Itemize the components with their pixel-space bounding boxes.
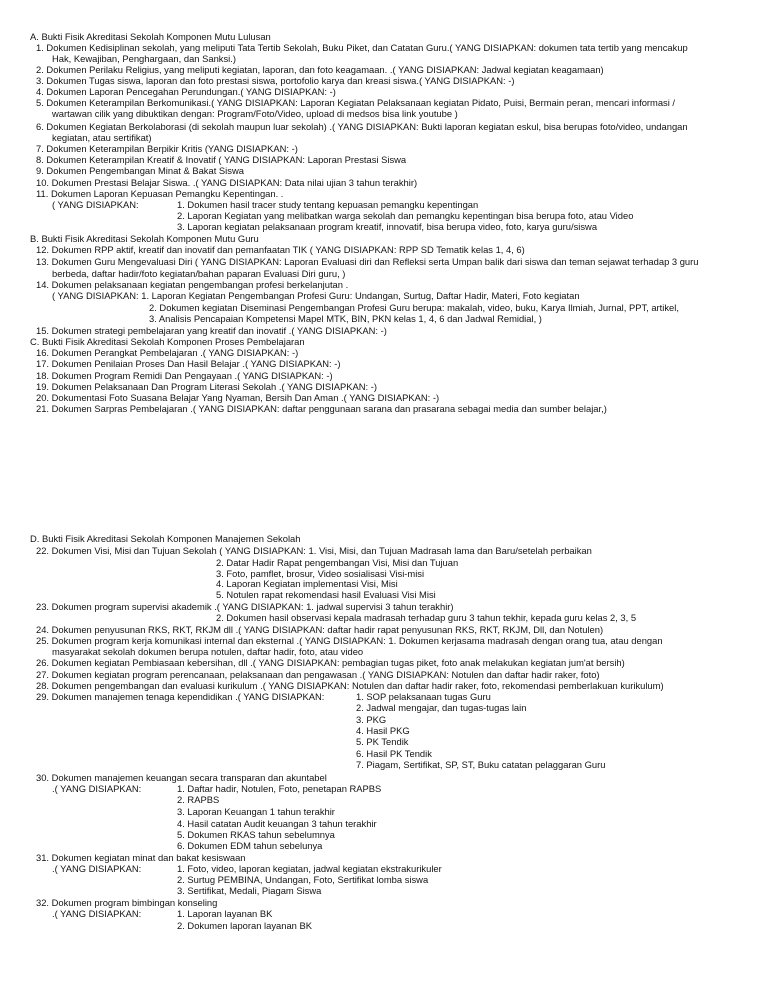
- text-line: 28. Dokumen pengembangan dan evaluasi kurikulum .( YANG DISIAPKAN: Notulen dan daftar hadir raker, foto, rekomendasi pemberlakuan kurikulum): [36, 680, 664, 691]
- text-line: 32. Dokumen program bimbingan konseling: [36, 897, 218, 908]
- text-line: 1. Dokumen Kedisiplinan sekolah, yang meliputi Tata Tertib Sekolah, Buku Piket, dan Catatan Guru.( YANG DISIAPKAN: dokumen tata tertib yang mencakup: [36, 42, 688, 53]
- text-line: 2. Jadwal mengajar, dan tugas-tugas lain: [356, 702, 527, 713]
- text-line: 3. Foto, pamflet, brosur, Video sosialisasi Visi-misi: [216, 568, 425, 579]
- text-line: 10. Dokumen Prestasi Belajar Siswa. .( YANG DISIAPKAN: Data nilai ujian 3 tahun terakhir): [36, 177, 418, 188]
- text-line: 22. Dokumen Visi, Misi dan Tujuan Sekolah ( YANG DISIAPKAN: 1. Visi, Misi, dan Tujuan Madrasah lama dan Baru/setelah perbaikan: [36, 545, 592, 556]
- text-line: 14. Dokumen pelaksanaan kegiatan pengembangan profesi berkelanjutan .: [36, 279, 349, 290]
- text-line: 19. Dokumen Pelaksanaan Dan Program Literasi Sekolah .( YANG DISIAPKAN: -): [36, 381, 377, 392]
- text-line: 16. Dokumen Perangkat Pembelajaran .( YANG DISIAPKAN: -): [36, 347, 299, 358]
- text-line: .( YANG DISIAPKAN:: [52, 863, 142, 874]
- text-line: 7. Dokumen Keterampilan Berpikir Kritis (YANG DISIAPKAN: -): [36, 143, 298, 154]
- text-line: 25. Dokumen program kerja komunikasi internal dan eksternal .( YANG DISIAPKAN: 1. Dokumen kerjasama madrasah dengan orang tua, atau dengan: [36, 635, 663, 646]
- text-line: kegiatan, atau sertifikat): [52, 132, 152, 143]
- text-line: 5. Notulen rapat rekomendasi hasil Evaluasi Visi Misi: [216, 589, 436, 600]
- text-line: .( YANG DISIAPKAN:: [52, 908, 142, 919]
- text-line: 2. Laporan Kegiatan yang melibatkan warga sekolah dan pemangku kepentingan bisa berupa foto, atau Video: [177, 210, 634, 221]
- text-line: A. Bukti Fisik Akreditasi Sekolah Komponen Mutu Lulusan: [30, 31, 271, 42]
- text-line: 29. Dokumen manajemen tenaga kependidikan .( YANG DISIAPKAN:: [36, 691, 325, 702]
- text-line: 26. Dokumen kegiatan Pembiasaan kebersihan, dll .( YANG DISIAPKAN: pembagian tugas piket, foto anak melakukan kegiatan jum'at bersih): [36, 657, 625, 668]
- text-line: 20. Dokumentasi Foto Suasana Belajar Yang Nyaman, Bersih Dan Aman .( YANG DISIAPKAN: -): [36, 392, 440, 403]
- text-line: B. Bukti Fisik Akreditasi Sekolah Komponen Mutu Guru: [30, 233, 259, 244]
- text-line: 11. Dokumen Laporan Kepuasan Pemangku Kepentingan. .: [36, 188, 284, 199]
- text-line: 17. Dokumen Penilaian Proses Dan Hasil Belajar .( YANG DISIAPKAN: -): [36, 358, 341, 369]
- text-line: 2. Dokumen laporan layanan BK: [177, 920, 312, 931]
- text-line: .( YANG DISIAPKAN:: [52, 783, 142, 794]
- text-line: masyarakat sekolah dokumen berupa notulen, daftar hadir, foto, atau video: [52, 646, 364, 657]
- text-line: 4. Dokumen Laporan Pencegahan Perundungan.( YANG DISIAPKAN: -): [36, 86, 336, 97]
- text-line: 2. Surtug PEMBINA, Undangan, Foto, Sertifikat lomba siswa: [177, 874, 429, 885]
- text-line: 1. Laporan layanan BK: [177, 908, 273, 919]
- text-line: 2. Dokumen kegiatan Diseminasi Pengembangan Profesi Guru berupa: makalah, video, buku, Karya Ilmiah, Jurnal, PPT, artikel,: [149, 302, 679, 313]
- text-line: 2. Dokumen hasil observasi kepala madrasah terhadap guru 3 tahun tekhir, kepada guru kelas 2, 3, 5: [216, 612, 637, 623]
- text-line: 7. Piagam, Sertifikat, SP, ST, Buku catatan pelaggaran Guru: [356, 759, 606, 770]
- text-line: 6. Hasil PK Tendik: [356, 748, 432, 759]
- text-line: 2. Datar Hadir Rapat pengembangan Visi, Misi dan Tujuan: [216, 557, 459, 568]
- text-line: 4. Laporan Kegiatan implementasi Visi, Misi: [216, 578, 398, 589]
- text-line: 1. Foto, video, laporan kegiatan, jadwal kegiatan ekstrakurikuler: [177, 863, 442, 874]
- text-line: 3. Dokumen Tugas siswa, laporan dan foto prestasi siswa, portofolio karya dan kreasi siswa.( YANG DISIAPKAN: -): [36, 75, 515, 86]
- text-line: 21. Dokumen Sarpras Pembelajaran .( YANG DISIAPKAN: daftar penggunaan sarana dan prasarana sebagai media dan sumber belajar,): [36, 403, 607, 414]
- text-line: 2. Dokumen Perilaku Religius, yang meliputi kegiatan, laporan, dan foto keagamaan. .( YANG DISIAPKAN: Jadwal kegiatan keagamaan): [36, 64, 604, 75]
- text-line: Hak, Kewajiban, Penghargaan, dan Sanksi.): [52, 53, 236, 64]
- text-line: 6. Dokumen Kegiatan Berkolaborasi (di sekolah maupun luar sekolah) .( YANG DISIAPKAN: Bukti laporan kegiatan eskul, bisa berupas foto/video, undangan: [36, 121, 688, 132]
- text-line: 31. Dokumen kegiatan minat dan bakat kesiswaan: [36, 852, 246, 863]
- text-line: 4. Hasil PKG: [356, 725, 410, 736]
- text-line: 12. Dokumen RPP aktif, kreatif dan inovatif dan pemanfaatan TIK ( YANG DISIAPKAN: RPP SD Tematik kelas 1, 4, 6): [36, 244, 525, 255]
- text-line: 3. PKG: [356, 714, 387, 725]
- text-line: ( YANG DISIAPKAN: 1. Laporan Kegiatan Pengembangan Profesi Guru: Undangan, Surtug, Daftar Hadir, Materi, Foto kegiatan: [52, 290, 580, 301]
- text-line: wartawan cilik yang dibuktikan dengan: Program/Foto/Video, upload di medsos bisa link youtube ): [52, 108, 458, 119]
- text-line: berbeda, daftar hadir/foto kegiatan/bahan paparan Evaluasi Diri guru, ): [52, 268, 346, 279]
- text-line: 27. Dokumen kegiatan program perencanaan, pelaksanaan dan pengawasan .( YANG DISIAPKAN: Notulen dan daftar hadir raker, foto): [36, 669, 600, 680]
- text-line: ( YANG DISIAPKAN:: [52, 199, 139, 210]
- text-line: D. Bukti Fisik Akreditasi Sekolah Komponen Manajemen Sekolah: [30, 533, 301, 544]
- text-line: 2. RAPBS: [177, 794, 220, 805]
- text-line: 1. Dokumen hasil tracer study tentang kepuasan pemangku kepentingan: [177, 199, 479, 210]
- text-line: 3. Laporan kegiatan pelaksanaan program kreatif, innovatif, bisa berupa video, foto, karya guru/siswa: [177, 221, 598, 232]
- text-line: 9. Dokumen Pengembangan Minat & Bakat Siswa: [36, 165, 244, 176]
- text-line: 23. Dokumen program supervisi akademik .( YANG DISIAPKAN: 1. jadwal supervisi 3 tahun terakhir): [36, 601, 454, 612]
- text-line: 5. Dokumen Keterampilan Berkomunikasi.( YANG DISIAPKAN: Laporan Kegiatan Pelaksanaan kegiatan Pidato, Puisi, Bermain peran, mencari informasi /: [36, 97, 676, 108]
- text-line: 5. Dokumen RKAS tahun sebelumnya: [177, 829, 335, 840]
- text-line: 8. Dokumen Keterampilan Kreatif & Inovatif ( YANG DISIAPKAN: Laporan Prestasi Siswa: [36, 154, 407, 165]
- text-line: 13. Dokumen Guru Mengevaluasi Diri ( YANG DISIAPKAN: Laporan Evaluasi diri dan Refleksi serta Umpan balik dari siswa dan teman sejawat terhadap 3 guru: [36, 256, 699, 267]
- text-line: 1. Daftar hadir, Notulen, Foto, penetapan RAPBS: [177, 783, 382, 794]
- text-line: 15. Dokumen strategi pembelajaran yang kreatif dan inovatif .( YANG DISIAPKAN: -): [36, 325, 387, 336]
- text-line: 1. SOP pelaksanaan tugas Guru: [356, 691, 491, 702]
- text-line: 3. Analisis Pencapaian Kompetensi Mapel MTK, BIN, PKN kelas 1, 4, 6 dan Jadwal Remidial, ): [149, 313, 542, 324]
- text-line: 3. Laporan Keuangan 1 tahun terakhir: [177, 806, 335, 817]
- text-line: C. Bukti Fisik Akreditasi Sekolah Komponen Proses Pembelajaran: [30, 336, 305, 347]
- text-line: 18. Dokumen Program Remidi Dan Pengayaan .( YANG DISIAPKAN: -): [36, 370, 333, 381]
- text-line: 30. Dokumen manajemen keuangan secara transparan dan akuntabel: [36, 772, 327, 783]
- text-line: 6. Dokumen EDM tahun sebelunya: [177, 840, 323, 851]
- text-line: 5. PK Tendik: [356, 736, 409, 747]
- text-line: 24. Dokumen penyusunan RKS, RKT, RKJM dll .( YANG DISIAPKAN: daftar hadir rapat penyusunan RKS, RKT, RKJM, Dll, dan Notulen): [36, 624, 604, 635]
- text-line: 4. Hasil catatan Audit keuangan 3 tahun terakhir: [177, 818, 377, 829]
- text-line: 3. Sertifikat, Medali, Piagam Siswa: [177, 885, 322, 896]
